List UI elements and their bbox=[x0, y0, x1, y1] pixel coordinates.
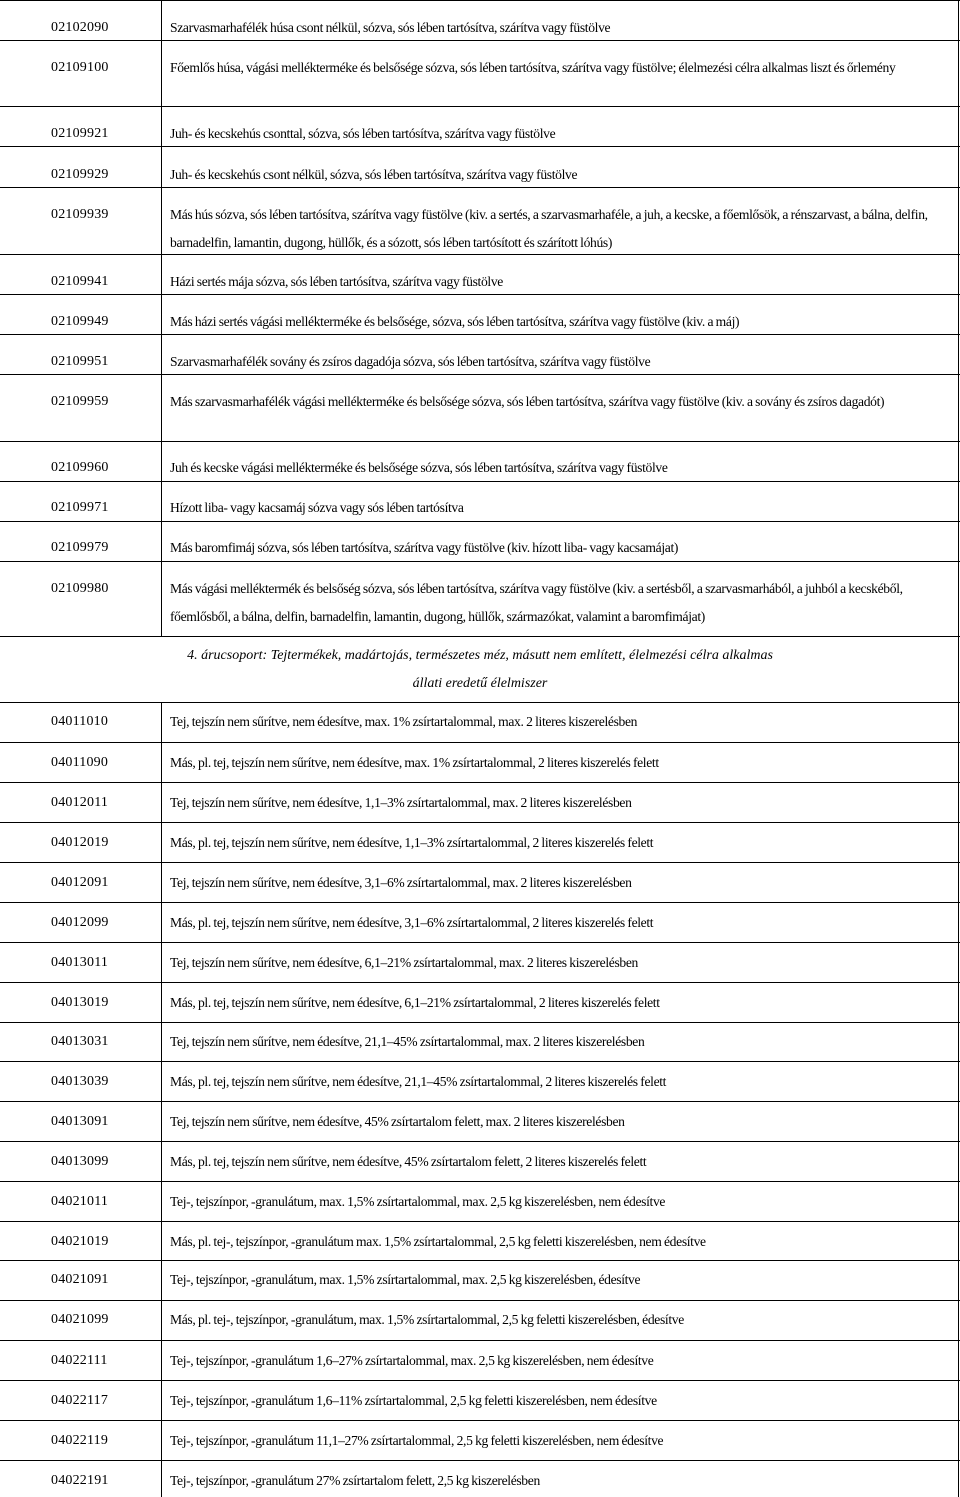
row-border bbox=[0, 1460, 960, 1461]
tariff-code: 04012091 bbox=[51, 875, 109, 890]
tariff-description: Juh- és kecskehús csont nélkül, sózva, sós lében tartósítva, szárítva vagy füstölve bbox=[170, 167, 578, 182]
tariff-description: Szarvasmarhafélék sovány és zsíros dagadója sózva, sós lében tartósítva, szárítva vagy füstölve bbox=[170, 354, 651, 369]
group-heading bbox=[0, 642, 960, 698]
row-border bbox=[0, 1061, 960, 1062]
tariff-code: 02109949 bbox=[51, 314, 109, 329]
tariff-code: 02109960 bbox=[51, 460, 109, 475]
tariff-code: 02109971 bbox=[51, 500, 109, 515]
tariff-code: 04013019 bbox=[51, 995, 109, 1010]
tariff-description: Tej, tejszín nem sűrítve, nem édesítve, 1,1–3% zsírtartalommal, max. 2 literes kiszerelésben bbox=[170, 795, 632, 810]
row-border bbox=[0, 1141, 960, 1142]
tariff-code: 04022119 bbox=[51, 1433, 109, 1448]
tariff-code: 02102090 bbox=[51, 20, 109, 35]
tariff-description: Más vágási melléktermék és belsőség sózva, sós lében tartósítva, szárítva vagy füstölve (kiv. a sertésből, a szarvasmarhából, a juhból a kecskéből, főemlősből, a bálna, delfin, barnadelfin, lamantin, dugong, hüllők, származókat, valamint a baromfimájat) bbox=[170, 581, 903, 624]
row-border bbox=[0, 1340, 960, 1341]
row-border bbox=[0, 1380, 960, 1381]
tariff-description: Más baromfimáj sózva, sós lében tartósítva, szárítva vagy füstölve (kiv. hízott liba- vagy kacsamájat) bbox=[170, 540, 679, 555]
row-border bbox=[0, 862, 960, 863]
tariff-description: Más, pl. tej-, tejszínpor, -granulátum max. 1,5% zsírtartalommal, 2,5 kg feletti kiszerelésben, nem édesítve bbox=[170, 1234, 706, 1249]
tariff-description: Tej, tejszín nem sűrítve, nem édesítve, max. 1% zsírtartalommal, max. 2 literes kiszerelésben bbox=[170, 714, 638, 729]
tariff-code: 04011090 bbox=[51, 755, 109, 770]
tariff-description: Tej, tejszín nem sűrítve, nem édesítve, 21,1–45% zsírtartalommal, max. 2 literes kiszerelésben bbox=[170, 1034, 645, 1049]
column-divider-top bbox=[161, 0, 162, 636]
tariff-description: Juh- és kecskehús csonttal, sózva, sós lében tartósítva, szárítva vagy füstölve bbox=[170, 126, 556, 141]
tariff-code: 04021011 bbox=[51, 1194, 109, 1209]
tariff-description: Juh és kecske vágási mellékterméke és belsősége sózva, sós lében tartósítva, szárítva vagy füstölve bbox=[170, 460, 668, 475]
row-border bbox=[0, 702, 960, 703]
tariff-code: 04021099 bbox=[51, 1312, 109, 1327]
tariff-description: Más, pl. tej, tejszín nem sűrítve, nem édesítve, 1,1–3% zsírtartalommal, 2 literes kiszerelés felett bbox=[170, 835, 654, 850]
tariff-code: 02109980 bbox=[51, 581, 109, 596]
row-border bbox=[0, 982, 960, 983]
row-border bbox=[0, 782, 960, 783]
tariff-code: 04013031 bbox=[51, 1034, 109, 1049]
tariff-code: 04013039 bbox=[51, 1074, 109, 1089]
row-border bbox=[0, 1260, 960, 1261]
tariff-description: Tej, tejszín nem sűrítve, nem édesítve, 6,1–21% zsírtartalommal, max. 2 literes kiszerelésben bbox=[170, 955, 638, 970]
tariff-code: 04013099 bbox=[51, 1154, 109, 1169]
row-border bbox=[0, 1221, 960, 1222]
row-border bbox=[0, 441, 960, 442]
tariff-code: 04012019 bbox=[51, 835, 109, 850]
tariff-description: Tej-, tejszínpor, -granulátum 11,1–27% zsírtartalommal, 2,5 kg feletti kiszerelésben, nem édesítve bbox=[170, 1433, 664, 1448]
row-border bbox=[0, 106, 960, 107]
tariff-code: 04013091 bbox=[51, 1114, 109, 1129]
tariff-code: 04011010 bbox=[51, 714, 109, 729]
tariff-description: Más, pl. tej, tejszín nem sűrítve, nem édesítve, 6,1–21% zsírtartalommal, 2 literes kiszerelés felett bbox=[170, 995, 660, 1010]
row-border bbox=[0, 1420, 960, 1421]
tariff-description: Más, pl. tej, tejszín nem sűrítve, nem édesítve, max. 1% zsírtartalommal, 2 literes kiszerelés felett bbox=[170, 755, 659, 770]
group-heading-line1: 4. árucsoport: Tejtermékek, madártojás, természetes méz, másutt nem említett, élelmezési célra alkalmas bbox=[187, 648, 773, 663]
tariff-code: 02109939 bbox=[51, 207, 109, 222]
tariff-code: 04021091 bbox=[51, 1272, 109, 1287]
tariff-code: 04022117 bbox=[51, 1393, 109, 1408]
tariff-code: 02109100 bbox=[51, 60, 109, 75]
tariff-description: Tej, tejszín nem sűrítve, nem édesítve, 45% zsírtartalom felett, max. 2 literes kiszerelésben bbox=[170, 1114, 625, 1129]
tariff-code: 04013011 bbox=[51, 955, 109, 970]
row-border bbox=[0, 742, 960, 743]
right-border bbox=[958, 0, 959, 1497]
tariff-description: Más, pl. tej, tejszín nem sűrítve, nem édesítve, 45% zsírtartalom felett, 2 literes kiszerelés felett bbox=[170, 1154, 647, 1169]
row-border bbox=[0, 1300, 960, 1301]
tariff-description: Tej-, tejszínpor, -granulátum 1,6–11% zsírtartalommal, 2,5 kg feletti kiszerelésben, nem édesítve bbox=[170, 1393, 657, 1408]
group-heading-line2: állati eredetű élelmiszer bbox=[412, 676, 548, 691]
tariff-code: 04022191 bbox=[51, 1473, 109, 1488]
tariff-description: Házi sertés mája sózva, sós lében tartósítva, szárítva vagy füstölve bbox=[170, 274, 503, 289]
row-border bbox=[0, 942, 960, 943]
row-border bbox=[0, 1101, 960, 1102]
tariff-code: 02109959 bbox=[51, 394, 109, 409]
tariff-description: Tej-, tejszínpor, -granulátum, max. 1,5% zsírtartalommal, max. 2,5 kg kiszerelésben, nem édesítve bbox=[170, 1194, 666, 1209]
tariff-code: 04012099 bbox=[51, 915, 109, 930]
tariff-description: Más házi sertés vágási mellékterméke és belsősége, sózva, sós lében tartósítva, szárítva vagy füstölve (kiv. a máj) bbox=[170, 314, 740, 329]
row-border bbox=[0, 1181, 960, 1182]
tariff-description: Szarvasmarhafélék húsa csont nélkül, sózva, sós lében tartósítva, szárítva vagy füstölve bbox=[170, 20, 611, 35]
tariff-description: Tej-, tejszínpor, -granulátum 1,6–27% zsírtartalommal, max. 2,5 kg kiszerelésben, nem édesítve bbox=[170, 1353, 654, 1368]
tariff-description: Főemlős húsa, vágási mellékterméke és belsősége sózva, sós lében tartósítva, szárítva vagy füstölve; élelmezési célra alkalmas liszt és őrlemény bbox=[170, 60, 896, 75]
row-border bbox=[0, 636, 960, 637]
row-border bbox=[0, 1022, 960, 1023]
tariff-description: Tej-, tejszínpor, -granulátum 27% zsírtartalom felett, 2,5 kg kiszerelésben bbox=[170, 1473, 540, 1488]
tariff-description: Más hús sózva, sós lében tartósítva, szárítva vagy füstölve (kiv. a sertés, a szarvasmarhaféle, a juh, a kecske, a főemlősök, a rénszarvast, a bálna, delfin, barnadelfin, lamantin, dugong, hüllők, és a sózott, sós lében tartósított és szárított lóhús) bbox=[170, 207, 928, 250]
tariff-code: 04022111 bbox=[51, 1353, 108, 1368]
tariff-code: 04012011 bbox=[51, 795, 109, 810]
tariff-code: 02109951 bbox=[51, 354, 109, 369]
tariff-code: 02109941 bbox=[51, 274, 109, 289]
row-border bbox=[0, 902, 960, 903]
tariff-code: 02109921 bbox=[51, 126, 109, 141]
tariff-description: Más, pl. tej-, tejszínpor, -granulátum, max. 1,5% zsírtartalommal, 2,5 kg feletti kiszerelésben, édesítve bbox=[170, 1312, 684, 1327]
tariff-description: Tej-, tejszínpor, -granulátum, max. 1,5% zsírtartalommal, max. 2,5 kg kiszerelésben, édesítve bbox=[170, 1272, 641, 1287]
tariff-description: Hízott liba- vagy kacsamáj sózva vagy sós lében tartósítva bbox=[170, 500, 464, 515]
tariff-code: 02109979 bbox=[51, 540, 109, 555]
tariff-code: 04021019 bbox=[51, 1234, 109, 1249]
tariff-description: Tej, tejszín nem sűrítve, nem édesítve, 3,1–6% zsírtartalommal, max. 2 literes kiszerelésben bbox=[170, 875, 632, 890]
row-border bbox=[0, 0, 960, 1]
row-border bbox=[0, 822, 960, 823]
tariff-description: Más szarvasmarhafélék vágási mellékterméke és belsősége sózva, sós lében tartósítva, szárítva vagy füstölve (kiv. a sovány és zsíros dagadót) bbox=[170, 394, 885, 409]
tariff-description: Más, pl. tej, tejszín nem sűrítve, nem édesítve, 21,1–45% zsírtartalommal, 2 literes kiszerelés felett bbox=[170, 1074, 667, 1089]
tariff-code: 02109929 bbox=[51, 167, 109, 182]
tariff-description: Más, pl. tej, tejszín nem sűrítve, nem édesítve, 3,1–6% zsírtartalommal, 2 literes kiszerelés felett bbox=[170, 915, 654, 930]
